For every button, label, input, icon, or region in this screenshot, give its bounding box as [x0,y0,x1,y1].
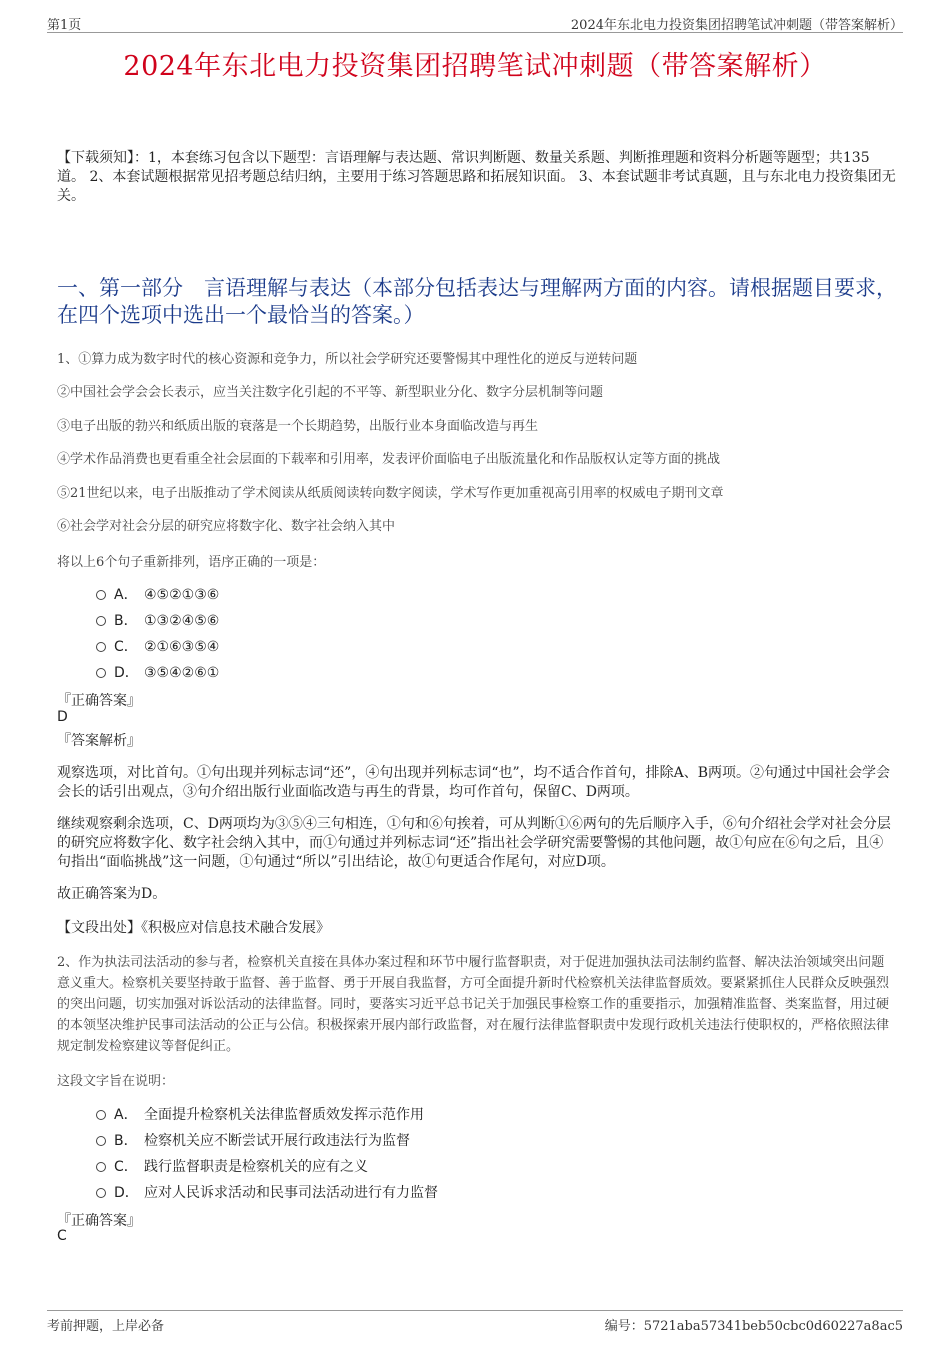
q1-stem-line: ②中国社会学会会长表示，应当关注数字化引起的不平等、新型职业分化、数字分层机制等问题 [57,385,604,400]
q1-option-b[interactable]: B． ①③②④⑤⑥ [96,610,219,630]
radio-icon[interactable] [96,1110,106,1120]
q1-stem-line: ⑥社会学对社会分层的研究应将数字化、数字社会纳入其中 [57,519,396,534]
q2-question: 这段文字旨在说明： [57,1074,175,1089]
radio-icon[interactable] [96,1188,106,1198]
q1-analysis-conclusion: 故正确答案为D。 [57,886,167,902]
q1-option-c[interactable]: C． ②①⑥③⑤④ [96,636,219,656]
q1-option-a[interactable]: A． ④⑤②①③⑥ [96,584,219,604]
q1-source: 【文段出处】《积极应对信息技术融合发展》 [57,920,330,936]
footer-serial: 编号：5721aba57341beb50cbc0d60227a8ac5 [604,1319,903,1334]
radio-icon[interactable] [96,616,106,626]
q1-answer: D [57,709,68,725]
header-doc-title: 2024年东北电力投资集团招聘笔试冲刺题（带答案解析） [570,18,903,33]
q1-stem-line: ⑤21世纪以来，电子出版推动了学术阅读从纸质阅读转向数字阅读，学术写作更加重视高引用率的权威电子期刊文章 [57,486,724,501]
radio-icon[interactable] [96,642,106,652]
section-heading: 一、第一部分 言语理解与表达（本部分包括表达与理解两方面的内容。请根据题目要求，在四个选项中选出一个最恰当的答案。） [57,276,897,327]
q1-question: 将以上6个句子重新排列，语序正确的一项是： [57,555,326,570]
page-number: 第1页 [47,18,82,33]
radio-icon[interactable] [96,1162,106,1172]
radio-icon[interactable] [96,1136,106,1146]
q2-option-b[interactable]: B． 检察机关应不断尝试开展行政违法行为监督 [96,1130,410,1150]
page-footer [47,1310,903,1336]
q2-option-d[interactable]: D． 应对人民诉求活动和民事司法活动进行有力监督 [96,1182,438,1202]
q2-option-a[interactable]: A． 全面提升检察机关法律监督质效发挥示范作用 [96,1104,424,1124]
document-title: 2024年东北电力投资集团招聘笔试冲刺题（带答案解析） [123,51,827,82]
q2-option-c[interactable]: C． 践行监督职责是检察机关的应有之义 [96,1156,368,1176]
q1-option-d[interactable]: D． ③⑤④②⑥① [96,662,219,682]
q1-analysis-paragraph: 观察选项，对比首句。①句出现并列标志词“还”，④句出现并列标志词“也”，均不适合作首句，排除A、B两项。②句通过中国社会学会会长的话引出观点，③句介绍出版行业面临改造与再生的背景，均可作首句，保留C、D两项。 [57,765,891,800]
q1-analysis-label: 『答案解析』 [57,733,141,749]
download-notice: 【下载须知】：1，本套练习包含以下题型：言语理解与表达题、常识判断题、数量关系题、判断推理题和资料分析题等题型；共135道。 2、本套试题根据常见招考题总结归纳，主要用于练习答题思路和拓展知识面。 3、本套试题非考试真题，且与东北电力投资集团无关。 [57,150,896,204]
q2-stem: 2、作为执法司法活动的参与者，检察机关直接在具体办案过程和环节中履行监督职责，对于促进加强执法司法制约监督、解决法治领域突出问题意义重大。检察机关要坚持敢于监督、善于监督、勇于开展自我监督，方可全面提升新时代检察机关法律监督质效。要紧紧抓住人民群众反映强烈的突出问题，切实加强对诉讼活动的法律监督。同时，要落实习近平总书记关于加强民事检察工作的重要指示，加强精准监督、类案监督，用过硬的本领坚决维护民事司法活动的公正与公信。积极探索开展内部行政监督，对在履行法律监督职责中发现行政机关违法行使职权的，严格依照法律规定制发检察建议等督促纠正。 [57,955,890,1054]
q2-answer-label: 『正确答案』 [57,1213,141,1229]
q2-answer: C [57,1228,67,1244]
q1-stem-line: ③电子出版的勃兴和纸质出版的衰落是一个长期趋势，出版行业本身面临改造与再生 [57,419,539,434]
q1-analysis-paragraph: 继续观察剩余选项，C、D两项均为③⑤④三句相连，①句和⑥句挨着，可从判断①⑥两句的先后顺序入手，⑥句介绍社会学对社会分层的研究应将数字化、数字社会纳入其中，而①句通过并列标志词“还”指出社会学研究需要警惕的其他问题，故①句应在⑥句之后，且④句指出“面临挑战”这一问题，①句通过“所以”引出结论，故①句更适合作尾句，对应D项。 [57,816,891,870]
radio-icon[interactable] [96,668,106,678]
footer-slogan: 考前押题，上岸必备 [47,1319,165,1334]
q1-stem-line: ④学术作品消费也更看重全社会层面的下载率和引用率，发表评价面临电子出版流量化和作品版权认定等方面的挑战 [57,452,721,467]
radio-icon[interactable] [96,590,106,600]
q1-stem-line: 1、①算力成为数字时代的核心资源和竞争力，所以社会学研究还要警惕其中理性化的逆反与逆转问题 [57,352,638,367]
page-header [47,12,903,33]
q1-answer-label: 『正确答案』 [57,693,141,709]
